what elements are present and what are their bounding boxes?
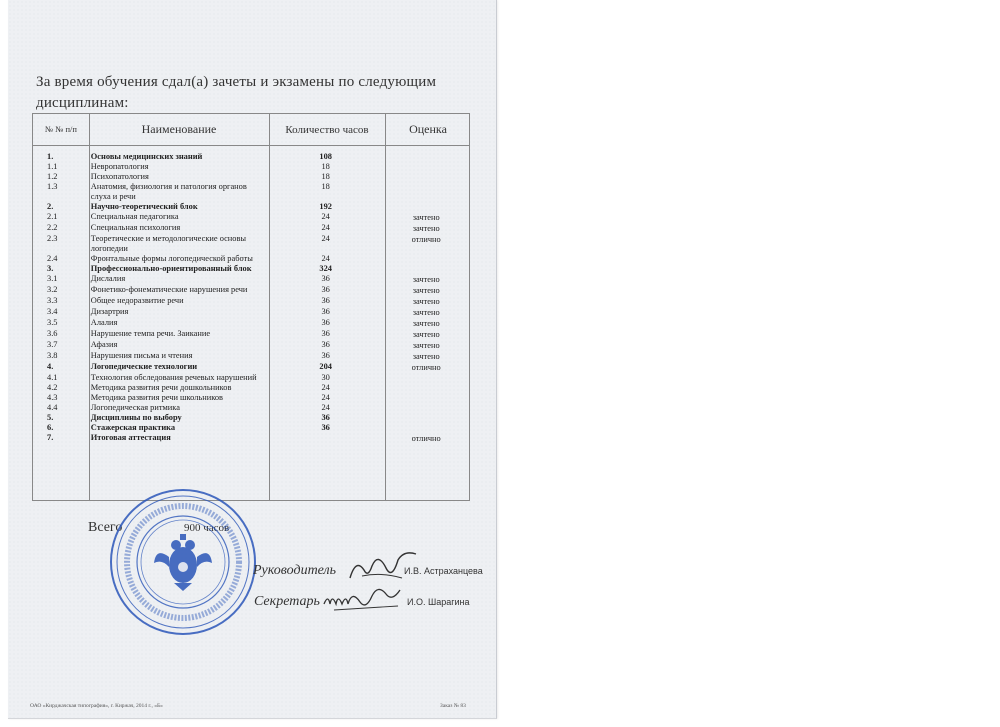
row-number: 2.4 bbox=[47, 254, 58, 263]
row-number: 4.2 bbox=[47, 383, 58, 392]
table-row bbox=[33, 296, 469, 307]
table-body bbox=[33, 152, 469, 444]
row-discipline-name: Фронтальные формы логопедической работы bbox=[90, 254, 253, 263]
head-title: Руководитель bbox=[253, 563, 337, 578]
row-hours: 18 bbox=[321, 172, 330, 181]
row-number: 1.3 bbox=[47, 182, 58, 191]
row-grade: отлично bbox=[411, 434, 441, 443]
row-number: 3.2 bbox=[47, 285, 58, 294]
table-row bbox=[33, 423, 469, 433]
footer-order-number: Заказ № 83 bbox=[440, 703, 466, 709]
row-discipline-name: Алалия bbox=[90, 318, 118, 327]
row-grade bbox=[383, 423, 469, 433]
table-row bbox=[33, 234, 469, 254]
row-hours: 36 bbox=[321, 274, 330, 283]
row-discipline-name: Нарушение темпа речи. Заикание bbox=[90, 329, 211, 338]
row-hours: 324 bbox=[319, 264, 332, 273]
row-hours: 24 bbox=[321, 234, 330, 243]
row-number: 1.1 bbox=[47, 162, 58, 171]
row-discipline-name: Профессионально-ориентированный блок bbox=[90, 264, 252, 273]
row-discipline-name: Методика развития речи дошкольников bbox=[90, 383, 232, 392]
row-grade: зачтено bbox=[412, 330, 440, 339]
row-number: 2. bbox=[47, 202, 54, 211]
row-number: 3.6 bbox=[47, 329, 58, 338]
row-hours: 36 bbox=[321, 296, 330, 305]
row-discipline-name: Фонетико-фонематические нарушения речи bbox=[90, 285, 248, 294]
disciplines-table bbox=[32, 113, 470, 501]
header-name: Наименование bbox=[141, 122, 217, 136]
row-hours: 36 bbox=[321, 351, 330, 360]
row-discipline-name: Психопатология bbox=[90, 172, 149, 181]
row-grade: зачтено bbox=[412, 319, 440, 328]
row-grade: зачтено bbox=[412, 352, 440, 361]
row-number: 4.3 bbox=[47, 393, 58, 402]
row-number: 4.4 bbox=[47, 403, 58, 412]
row-number: 2.2 bbox=[47, 223, 58, 232]
row-discipline-name: Дисциплины по выбору bbox=[90, 413, 182, 422]
total-label: Всего bbox=[88, 520, 123, 535]
row-grade bbox=[383, 202, 469, 212]
row-grade bbox=[383, 172, 469, 182]
row-number: 5. bbox=[47, 413, 54, 422]
row-hours: 36 bbox=[321, 285, 330, 294]
header-hours: Количество часов bbox=[285, 123, 369, 136]
row-grade: зачтено bbox=[412, 224, 440, 233]
row-hours: 24 bbox=[321, 254, 330, 263]
row-grade bbox=[383, 264, 469, 274]
row-discipline-name: Логопедические технологии bbox=[90, 362, 198, 371]
table-row bbox=[33, 413, 469, 423]
row-number: 4.1 bbox=[47, 373, 58, 382]
row-grade bbox=[383, 403, 469, 413]
table-row bbox=[33, 285, 469, 296]
row-grade: отлично bbox=[411, 235, 441, 244]
row-grade bbox=[383, 152, 469, 162]
row-hours: 24 bbox=[321, 212, 330, 221]
table-row bbox=[33, 307, 469, 318]
secretary-title: Секретарь bbox=[254, 594, 320, 609]
secretary-signature bbox=[320, 580, 404, 616]
row-grade bbox=[383, 373, 469, 383]
table-row bbox=[33, 254, 469, 264]
row-discipline-name: Логопедическая ритмика bbox=[90, 403, 180, 412]
table-row bbox=[33, 383, 469, 393]
document-sheet bbox=[8, 0, 497, 719]
table-row bbox=[33, 433, 469, 444]
row-number: 3.8 bbox=[47, 351, 58, 360]
row-grade: зачтено bbox=[412, 286, 440, 295]
table-row bbox=[33, 318, 469, 329]
row-hours: 36 bbox=[321, 307, 330, 316]
row-number: 3.7 bbox=[47, 340, 58, 349]
row-hours: 30 bbox=[321, 373, 330, 382]
row-grade: отлично bbox=[411, 363, 441, 372]
row-grade: зачтено bbox=[412, 213, 440, 222]
row-grade bbox=[383, 413, 469, 423]
row-number: 3.1 bbox=[47, 274, 58, 283]
row-grade: зачтено bbox=[412, 297, 440, 306]
row-number: 3.5 bbox=[47, 318, 58, 327]
row-hours: 24 bbox=[321, 393, 330, 402]
row-hours: 24 bbox=[321, 403, 330, 412]
table-row bbox=[33, 212, 469, 223]
row-grade bbox=[383, 383, 469, 393]
row-hours: 192 bbox=[319, 202, 332, 211]
row-grade: зачтено bbox=[412, 275, 440, 284]
row-discipline-name: Специальная психология bbox=[90, 223, 181, 232]
footer-printer: ОАО «Кирджачская типография», г. Киржач, 2014 г., «Б» bbox=[30, 703, 163, 709]
row-number: 3.4 bbox=[47, 307, 58, 316]
total-hours: 900 часов bbox=[184, 522, 230, 534]
header-grade: Оценка bbox=[409, 122, 447, 136]
row-grade bbox=[383, 162, 469, 172]
row-hours: 24 bbox=[321, 383, 330, 392]
table-row bbox=[33, 152, 469, 162]
table-row bbox=[33, 264, 469, 274]
table-row bbox=[33, 223, 469, 234]
row-number: 1.2 bbox=[47, 172, 58, 181]
head-name: И.В. Астраханцева bbox=[404, 566, 483, 576]
row-number: 4. bbox=[47, 362, 54, 371]
table-row bbox=[33, 393, 469, 403]
table-row bbox=[33, 351, 469, 362]
row-discipline-name: Специальная педагогика bbox=[90, 212, 179, 221]
row-hours: 108 bbox=[319, 152, 332, 161]
row-grade: зачтено bbox=[412, 341, 440, 350]
row-discipline-name: Основы медицинских знаний bbox=[90, 152, 203, 161]
row-number: 2.1 bbox=[47, 212, 58, 221]
row-hours: 24 bbox=[321, 223, 330, 232]
official-seal-stamp bbox=[108, 487, 258, 637]
table-row bbox=[33, 172, 469, 182]
row-number: 3. bbox=[47, 264, 54, 273]
row-hours: 18 bbox=[321, 162, 330, 171]
row-hours: 36 bbox=[321, 413, 330, 422]
row-discipline-name: Общее недоразвитие речи bbox=[90, 296, 184, 305]
row-grade bbox=[383, 393, 469, 403]
row-number: 1. bbox=[47, 152, 54, 161]
row-hours: 36 bbox=[321, 423, 330, 432]
row-discipline-name: Афазия bbox=[90, 340, 118, 349]
row-number: 6. bbox=[47, 423, 54, 432]
row-grade bbox=[383, 182, 469, 202]
row-hours: 36 bbox=[321, 318, 330, 327]
secretary-name: И.О. Шарагина bbox=[407, 597, 470, 607]
row-discipline-name: Технология обследования речевых нарушений bbox=[90, 373, 257, 382]
table-row bbox=[33, 182, 469, 202]
table-row bbox=[33, 340, 469, 351]
row-number: 2.3 bbox=[47, 234, 58, 243]
table-row bbox=[33, 202, 469, 212]
row-hours: 36 bbox=[321, 329, 330, 338]
row-grade bbox=[383, 254, 469, 264]
row-discipline-name: Методика развития речи школьников bbox=[90, 393, 223, 402]
row-hours: 36 bbox=[321, 340, 330, 349]
row-discipline-name: Теоретические и методологические основы логопедии bbox=[90, 234, 247, 253]
row-number: 7. bbox=[47, 433, 54, 442]
row-number: 3.3 bbox=[47, 296, 58, 305]
row-hours: 18 bbox=[321, 182, 330, 191]
table-row bbox=[33, 162, 469, 172]
row-discipline-name: Дислалия bbox=[90, 274, 126, 283]
row-discipline-name: Стажерская практика bbox=[90, 423, 176, 432]
row-discipline-name: Нарушения письма и чтения bbox=[90, 351, 193, 360]
table-row bbox=[33, 274, 469, 285]
row-hours bbox=[268, 433, 383, 444]
table-row bbox=[33, 403, 469, 413]
row-discipline-name: Невропатология bbox=[90, 162, 149, 171]
header-separator bbox=[33, 145, 469, 146]
row-discipline-name: Анатомия, физиология и патология органов слуха и речи bbox=[90, 182, 247, 201]
row-grade: зачтено bbox=[412, 308, 440, 317]
row-discipline-name: Дизартрия bbox=[90, 307, 129, 316]
row-discipline-name: Научно-теоретический блок bbox=[90, 202, 198, 211]
document-heading: За время обучения сдал(а) зачеты и экзамены по следующим дисциплинам: bbox=[36, 74, 437, 111]
row-hours: 204 bbox=[319, 362, 332, 371]
table-row bbox=[33, 362, 469, 373]
table-row bbox=[33, 373, 469, 383]
header-num: № № п/п bbox=[45, 124, 77, 134]
table-row bbox=[33, 329, 469, 340]
row-discipline-name: Итоговая аттестация bbox=[90, 433, 171, 442]
